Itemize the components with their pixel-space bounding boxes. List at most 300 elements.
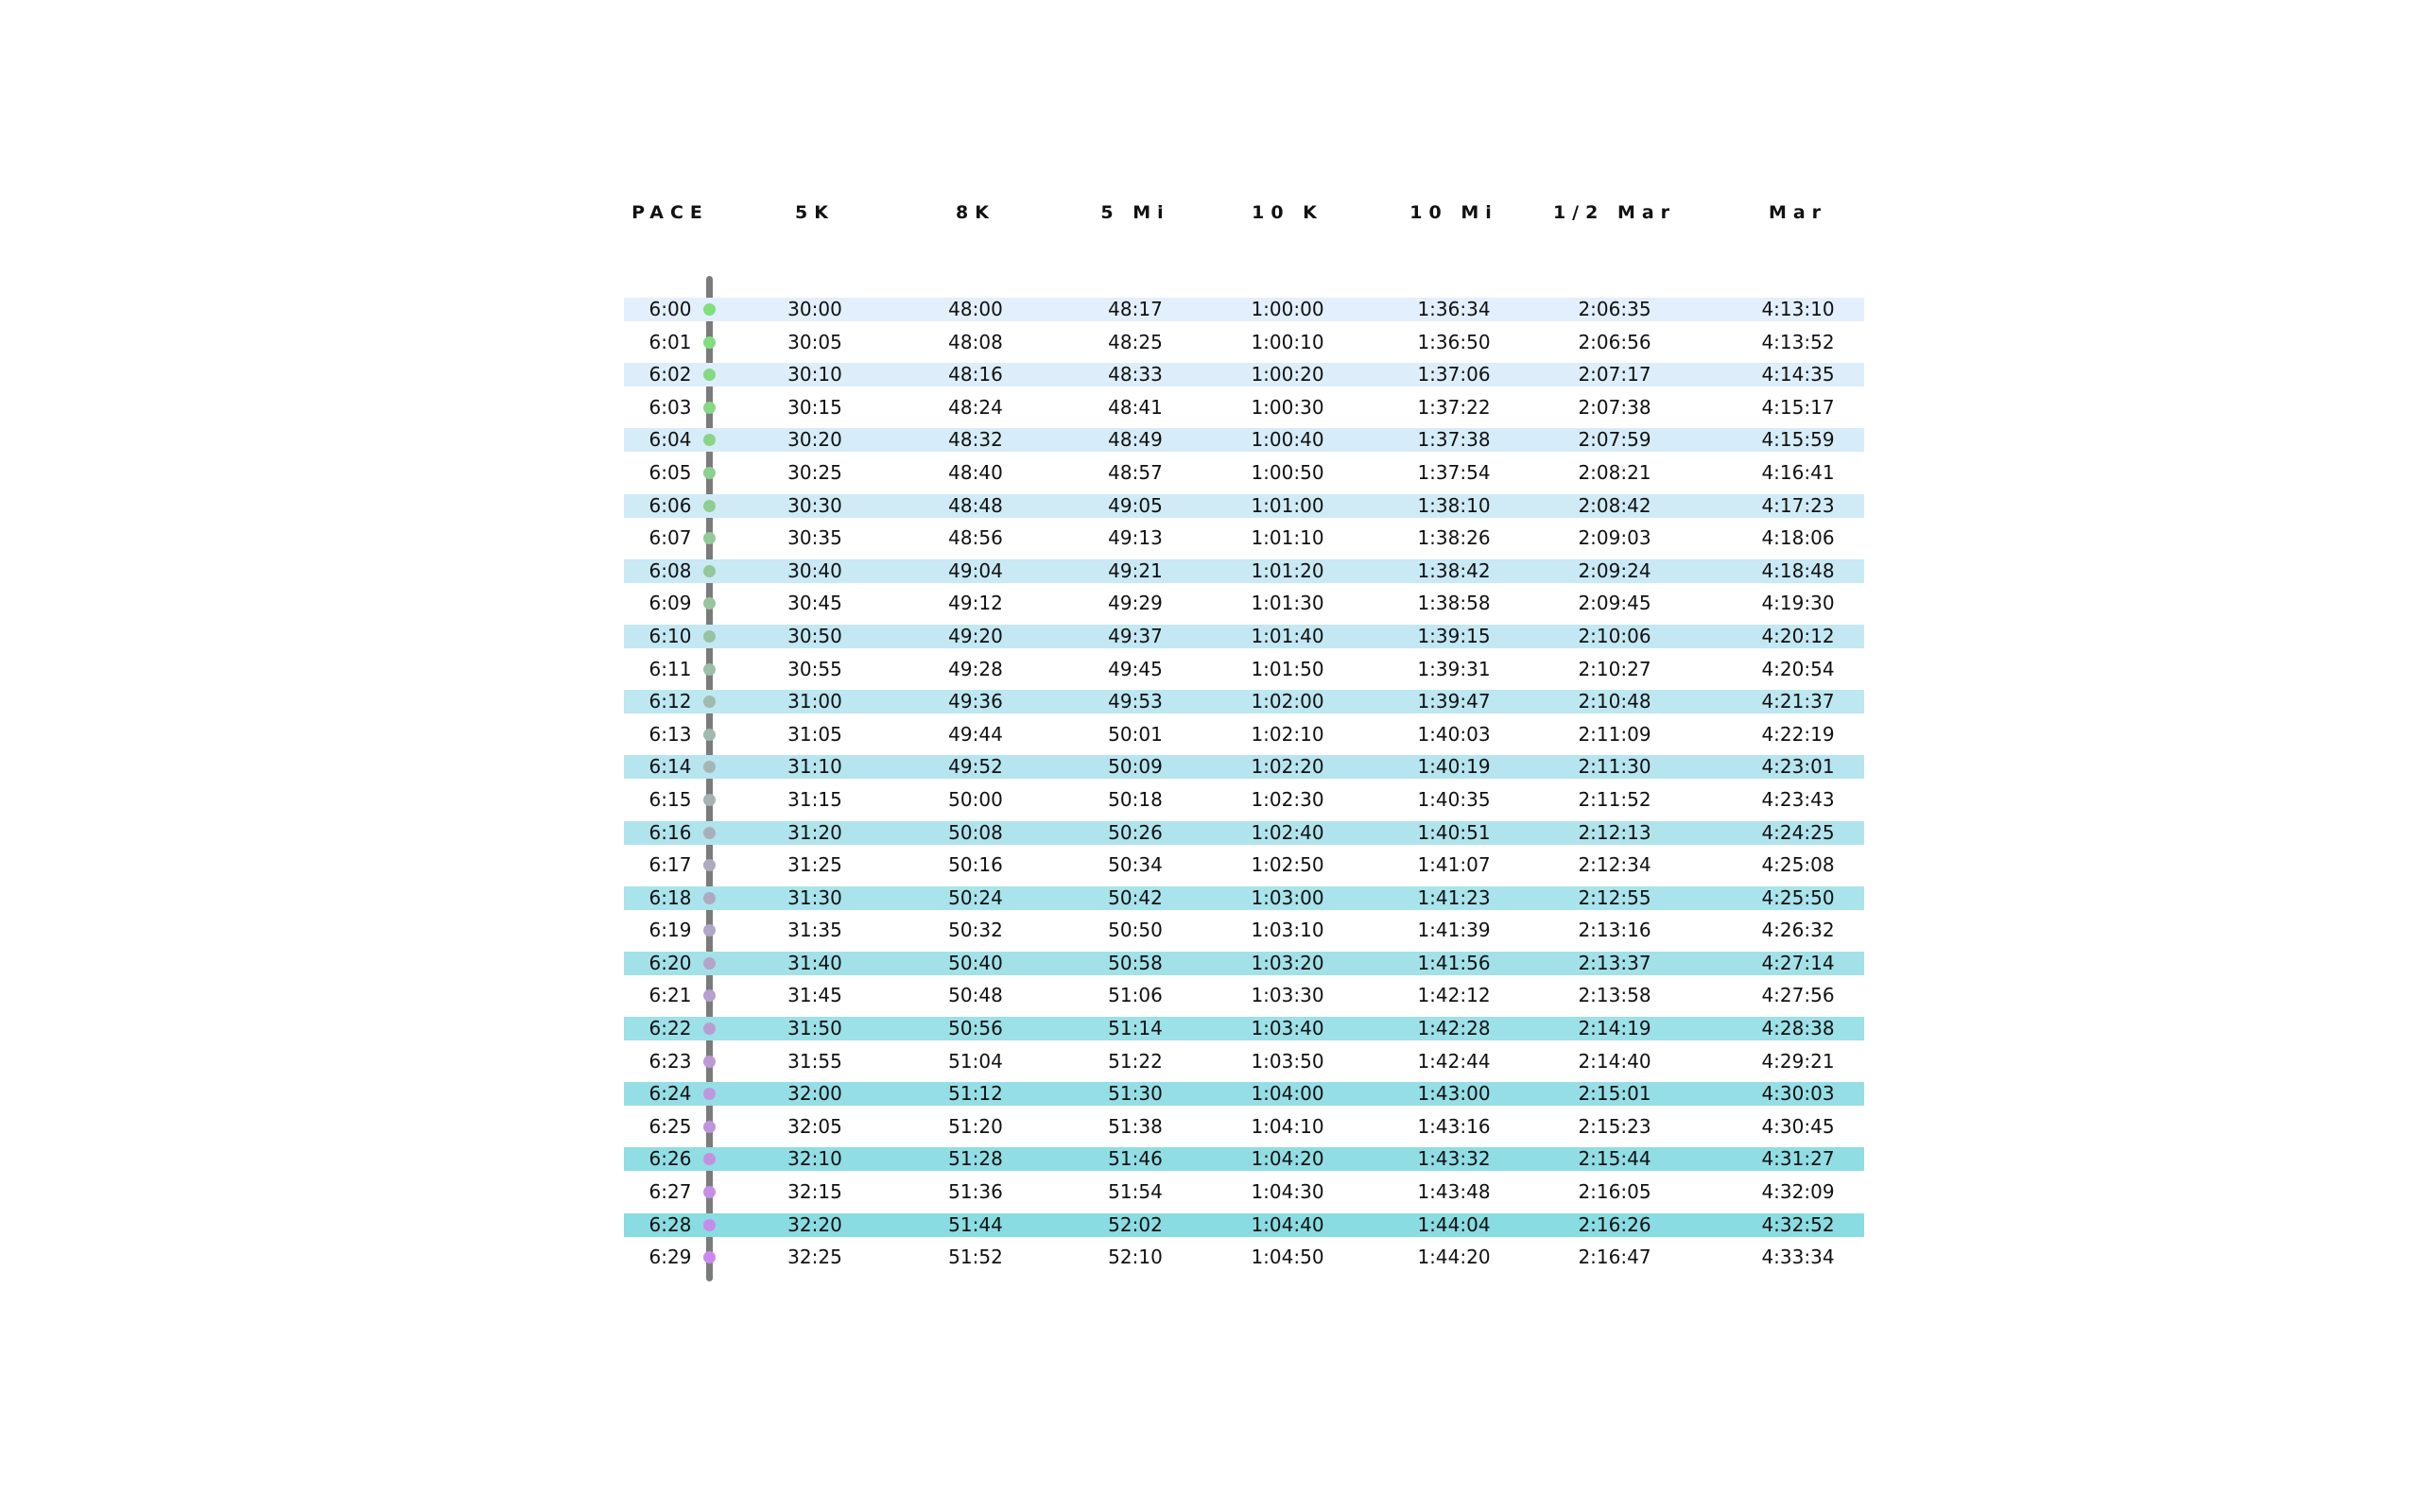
pace-cell: 6:01 xyxy=(648,330,692,353)
table-row xyxy=(624,1176,1864,1209)
time-cell: 30:45 xyxy=(787,592,842,615)
time-cell: 30:10 xyxy=(787,363,842,387)
time-cell: 1:04:00 xyxy=(1251,1082,1324,1106)
pace-cell: 6:19 xyxy=(648,919,692,942)
header-10k: 10 K xyxy=(1252,202,1323,223)
time-cell: 51:04 xyxy=(948,1049,1003,1073)
time-cell: 4:21:37 xyxy=(1761,690,1835,713)
time-cell: 2:13:37 xyxy=(1578,951,1651,974)
time-cell: 2:09:45 xyxy=(1578,592,1651,615)
time-cell: 1:43:16 xyxy=(1417,1114,1491,1138)
time-cell: 30:15 xyxy=(787,395,842,419)
time-cell: 49:36 xyxy=(948,690,1003,713)
pace-cell: 6:24 xyxy=(648,1082,692,1106)
time-cell: 31:30 xyxy=(787,885,842,909)
time-cell: 2:09:24 xyxy=(1578,558,1651,582)
time-cell: 4:13:52 xyxy=(1761,330,1835,353)
time-cell: 31:20 xyxy=(787,820,842,844)
time-cell: 32:15 xyxy=(787,1180,842,1204)
time-cell: 4:33:34 xyxy=(1761,1246,1835,1269)
time-cell: 4:29:21 xyxy=(1761,1049,1835,1073)
pace-cell: 6:13 xyxy=(648,722,692,746)
time-cell: 31:45 xyxy=(787,984,842,1007)
time-cell: 30:00 xyxy=(787,298,842,320)
timeline-dot xyxy=(703,1186,716,1198)
pace-cell: 6:27 xyxy=(648,1180,692,1204)
table-row xyxy=(624,1077,1864,1110)
time-cell: 50:00 xyxy=(948,787,1003,811)
time-cell: 50:32 xyxy=(948,919,1003,942)
table-row xyxy=(624,456,1864,490)
time-cell: 1:03:00 xyxy=(1251,885,1324,909)
time-cell: 2:15:01 xyxy=(1578,1082,1651,1106)
time-cell: 51:12 xyxy=(948,1082,1003,1106)
time-cell: 49:04 xyxy=(948,558,1003,582)
pace-cell: 6:15 xyxy=(648,787,692,811)
time-cell: 31:35 xyxy=(787,919,842,942)
time-cell: 4:18:06 xyxy=(1761,526,1835,550)
time-cell: 50:34 xyxy=(1108,853,1163,877)
table-row xyxy=(624,914,1864,947)
time-cell: 1:00:10 xyxy=(1251,330,1324,353)
time-cell: 4:32:09 xyxy=(1761,1180,1835,1204)
table-row xyxy=(624,816,1864,850)
time-cell: 2:11:09 xyxy=(1578,722,1651,746)
table-body xyxy=(624,293,1864,1274)
table-row xyxy=(624,750,1864,783)
time-cell: 32:10 xyxy=(787,1147,842,1171)
table-row xyxy=(624,391,1864,424)
time-cell: 4:13:10 xyxy=(1761,298,1835,320)
time-cell: 1:02:10 xyxy=(1251,722,1324,746)
time-cell: 49:44 xyxy=(948,722,1003,746)
time-cell: 50:24 xyxy=(948,885,1003,909)
time-cell: 49:12 xyxy=(948,592,1003,615)
time-cell: 4:23:43 xyxy=(1761,787,1835,811)
timeline-dot xyxy=(703,1056,716,1068)
table-row xyxy=(624,653,1864,686)
pace-cell: 6:28 xyxy=(648,1212,692,1236)
timeline-dot xyxy=(703,663,716,676)
time-cell: 4:31:27 xyxy=(1761,1147,1835,1171)
table-row xyxy=(624,685,1864,718)
time-cell: 1:03:50 xyxy=(1251,1049,1324,1073)
timeline-dot xyxy=(703,532,716,544)
table-row xyxy=(624,1045,1864,1078)
time-cell: 31:00 xyxy=(787,690,842,713)
time-cell: 2:07:17 xyxy=(1578,363,1651,387)
timeline-dot xyxy=(703,467,716,479)
time-cell: 4:26:32 xyxy=(1761,919,1835,942)
timeline-dot xyxy=(703,500,716,512)
time-cell: 32:25 xyxy=(787,1246,842,1269)
time-cell: 1:02:20 xyxy=(1251,755,1324,779)
time-cell: 1:04:40 xyxy=(1251,1212,1324,1236)
time-cell: 51:14 xyxy=(1108,1017,1163,1040)
time-cell: 1:42:12 xyxy=(1417,984,1491,1007)
timeline-dot xyxy=(703,597,716,610)
time-cell: 4:22:19 xyxy=(1761,722,1835,746)
time-cell: 4:28:38 xyxy=(1761,1017,1835,1040)
time-cell: 2:12:13 xyxy=(1578,820,1651,844)
time-cell: 1:04:10 xyxy=(1251,1114,1324,1138)
time-cell: 1:37:22 xyxy=(1417,395,1491,419)
time-cell: 2:08:21 xyxy=(1578,460,1651,484)
time-cell: 31:50 xyxy=(787,1017,842,1040)
time-cell: 51:54 xyxy=(1108,1180,1163,1204)
table-row xyxy=(624,358,1864,391)
time-cell: 49:28 xyxy=(948,657,1003,680)
time-cell: 2:11:52 xyxy=(1578,787,1651,811)
table-row xyxy=(624,587,1864,620)
timeline-dot xyxy=(703,1219,716,1231)
time-cell: 52:02 xyxy=(1108,1212,1163,1236)
time-cell: 1:00:50 xyxy=(1251,460,1324,484)
time-cell: 48:24 xyxy=(948,395,1003,419)
table-row xyxy=(624,783,1864,816)
time-cell: 51:20 xyxy=(948,1114,1003,1138)
time-cell: 1:44:04 xyxy=(1417,1212,1491,1236)
time-cell: 4:20:54 xyxy=(1761,657,1835,680)
time-cell: 2:13:58 xyxy=(1578,984,1651,1007)
time-cell: 31:25 xyxy=(787,853,842,877)
time-cell: 50:58 xyxy=(1108,951,1163,974)
time-cell: 1:42:28 xyxy=(1417,1017,1491,1040)
time-cell: 2:14:40 xyxy=(1578,1049,1651,1073)
time-cell: 1:41:39 xyxy=(1417,919,1491,942)
table-row xyxy=(624,326,1864,359)
time-cell: 31:10 xyxy=(787,755,842,779)
pace-cell: 6:11 xyxy=(648,657,692,680)
time-cell: 51:22 xyxy=(1108,1049,1163,1073)
time-cell: 1:38:42 xyxy=(1417,558,1491,582)
pace-cell: 6:03 xyxy=(648,395,692,419)
table-header xyxy=(624,180,1864,248)
time-cell: 1:37:54 xyxy=(1417,460,1491,484)
timeline-dot xyxy=(703,892,716,904)
timeline-dot xyxy=(703,794,716,806)
time-cell: 1:39:15 xyxy=(1417,624,1491,647)
time-cell: 4:16:41 xyxy=(1761,460,1835,484)
time-cell: 1:03:30 xyxy=(1251,984,1324,1007)
time-cell: 48:41 xyxy=(1108,395,1163,419)
time-cell: 48:40 xyxy=(948,460,1003,484)
table-row xyxy=(624,522,1864,555)
timeline-dot xyxy=(703,1121,716,1133)
time-cell: 48:16 xyxy=(948,363,1003,387)
pace-cell: 6:05 xyxy=(648,460,692,484)
timeline-dot xyxy=(703,924,716,936)
header-half-marathon: 1/2 Mar xyxy=(1552,202,1677,223)
table-row xyxy=(624,1241,1864,1274)
time-cell: 1:39:31 xyxy=(1417,657,1491,680)
time-cell: 4:19:30 xyxy=(1761,592,1835,615)
time-cell: 48:17 xyxy=(1108,298,1163,320)
timeline-dot xyxy=(703,303,716,316)
time-cell: 1:39:47 xyxy=(1417,690,1491,713)
time-cell: 4:23:01 xyxy=(1761,755,1835,779)
time-cell: 30:05 xyxy=(787,330,842,353)
time-cell: 49:37 xyxy=(1108,624,1163,647)
time-cell: 30:20 xyxy=(787,428,842,452)
table-row xyxy=(624,1143,1864,1176)
time-cell: 2:10:48 xyxy=(1578,690,1651,713)
time-cell: 32:20 xyxy=(787,1212,842,1236)
time-cell: 31:55 xyxy=(787,1049,842,1073)
time-cell: 2:10:06 xyxy=(1578,624,1651,647)
time-cell: 49:52 xyxy=(948,755,1003,779)
time-cell: 50:50 xyxy=(1108,919,1163,942)
table-row xyxy=(624,1110,1864,1143)
time-cell: 1:04:20 xyxy=(1251,1147,1324,1171)
time-cell: 51:36 xyxy=(948,1180,1003,1204)
time-cell: 2:11:30 xyxy=(1578,755,1651,779)
time-cell: 48:32 xyxy=(948,428,1003,452)
time-cell: 51:52 xyxy=(948,1246,1003,1269)
time-cell: 1:00:00 xyxy=(1251,298,1324,320)
time-cell: 2:15:44 xyxy=(1578,1147,1651,1171)
time-cell: 50:16 xyxy=(948,853,1003,877)
time-cell: 32:05 xyxy=(787,1114,842,1138)
time-cell: 2:08:42 xyxy=(1578,493,1651,517)
pace-cell: 6:21 xyxy=(648,984,692,1007)
time-cell: 1:03:10 xyxy=(1251,919,1324,942)
pace-cell: 6:23 xyxy=(648,1049,692,1073)
pace-cell: 6:07 xyxy=(648,526,692,550)
time-cell: 51:30 xyxy=(1108,1082,1163,1106)
time-cell: 51:46 xyxy=(1108,1147,1163,1171)
header-pace: PACE xyxy=(631,202,709,223)
time-cell: 1:43:00 xyxy=(1417,1082,1491,1106)
time-cell: 4:25:08 xyxy=(1761,853,1835,877)
time-cell: 48:56 xyxy=(948,526,1003,550)
time-cell: 48:49 xyxy=(1108,428,1163,452)
time-cell: 2:06:56 xyxy=(1578,330,1651,353)
time-cell: 2:16:47 xyxy=(1578,1246,1651,1269)
time-cell: 2:16:26 xyxy=(1578,1212,1651,1236)
time-cell: 51:06 xyxy=(1108,984,1163,1007)
time-cell: 1:40:03 xyxy=(1417,722,1491,746)
time-cell: 2:16:05 xyxy=(1578,1180,1651,1204)
pace-cell: 6:09 xyxy=(648,592,692,615)
pace-cell: 6:25 xyxy=(648,1114,692,1138)
pace-cell: 6:18 xyxy=(648,885,692,909)
time-cell: 1:03:20 xyxy=(1251,951,1324,974)
time-cell: 30:40 xyxy=(787,558,842,582)
time-cell: 51:38 xyxy=(1108,1114,1163,1138)
time-cell: 50:26 xyxy=(1108,820,1163,844)
time-cell: 49:53 xyxy=(1108,690,1163,713)
time-cell: 1:02:30 xyxy=(1251,787,1324,811)
time-cell: 31:05 xyxy=(787,722,842,746)
table-row xyxy=(624,555,1864,588)
time-cell: 52:10 xyxy=(1108,1246,1163,1269)
time-cell: 2:12:55 xyxy=(1578,885,1651,909)
time-cell: 49:13 xyxy=(1108,526,1163,550)
pace-cell: 6:00 xyxy=(648,298,692,320)
time-cell: 1:41:56 xyxy=(1417,951,1491,974)
pace-table xyxy=(624,180,1864,1269)
time-cell: 49:29 xyxy=(1108,592,1163,615)
timeline-dot xyxy=(703,336,716,349)
time-cell: 1:01:00 xyxy=(1251,493,1324,517)
time-cell: 2:07:59 xyxy=(1578,428,1651,452)
time-cell: 4:32:52 xyxy=(1761,1212,1835,1236)
time-cell: 1:38:10 xyxy=(1417,493,1491,517)
time-cell: 50:42 xyxy=(1108,885,1163,909)
time-cell: 2:07:38 xyxy=(1578,395,1651,419)
table-row xyxy=(624,490,1864,523)
table-row xyxy=(624,620,1864,653)
timeline-dot xyxy=(703,630,716,643)
time-cell: 48:25 xyxy=(1108,330,1163,353)
time-cell: 4:30:45 xyxy=(1761,1114,1835,1138)
time-cell: 1:04:30 xyxy=(1251,1180,1324,1204)
time-cell: 32:00 xyxy=(787,1082,842,1106)
time-cell: 1:41:23 xyxy=(1417,885,1491,909)
time-cell: 1:00:20 xyxy=(1251,363,1324,387)
time-cell: 49:21 xyxy=(1108,558,1163,582)
time-cell: 1:44:20 xyxy=(1417,1246,1491,1269)
time-cell: 1:38:58 xyxy=(1417,592,1491,615)
timeline-dot xyxy=(703,1251,716,1263)
header-10mi: 10 Mi xyxy=(1409,202,1498,223)
time-cell: 30:25 xyxy=(787,460,842,484)
time-cell: 48:08 xyxy=(948,330,1003,353)
time-cell: 51:44 xyxy=(948,1212,1003,1236)
time-cell: 4:25:50 xyxy=(1761,885,1835,909)
time-cell: 1:38:26 xyxy=(1417,526,1491,550)
time-cell: 48:48 xyxy=(948,493,1003,517)
time-cell: 1:02:00 xyxy=(1251,690,1324,713)
timeline-dot xyxy=(703,859,716,871)
time-cell: 30:30 xyxy=(787,493,842,517)
time-cell: 2:10:27 xyxy=(1578,657,1651,680)
header-5k: 5K xyxy=(795,202,835,223)
time-cell: 50:09 xyxy=(1108,755,1163,779)
time-cell: 1:01:30 xyxy=(1251,592,1324,615)
timeline-dot xyxy=(703,1022,716,1035)
time-cell: 1:41:07 xyxy=(1417,853,1491,877)
time-cell: 4:17:23 xyxy=(1761,493,1835,517)
table-row xyxy=(624,882,1864,915)
pace-cell: 6:12 xyxy=(648,690,692,713)
table-row xyxy=(624,979,1864,1012)
time-cell: 1:40:35 xyxy=(1417,787,1491,811)
pace-cell: 6:29 xyxy=(648,1246,692,1269)
time-cell: 4:18:48 xyxy=(1761,558,1835,582)
time-cell: 30:55 xyxy=(787,657,842,680)
time-cell: 4:30:03 xyxy=(1761,1082,1835,1106)
table-row xyxy=(624,1012,1864,1045)
time-cell: 1:40:19 xyxy=(1417,755,1491,779)
timeline-dot xyxy=(703,402,716,414)
pace-cell: 6:02 xyxy=(648,363,692,387)
table-row xyxy=(624,718,1864,751)
header-8k: 8K xyxy=(956,202,995,223)
time-cell: 1:03:40 xyxy=(1251,1017,1324,1040)
pace-cell: 6:14 xyxy=(648,755,692,779)
pace-cell: 6:20 xyxy=(648,951,692,974)
pace-cell: 6:08 xyxy=(648,558,692,582)
header-5mi: 5 Mi xyxy=(1100,202,1170,223)
time-cell: 1:37:06 xyxy=(1417,363,1491,387)
time-cell: 4:27:14 xyxy=(1761,951,1835,974)
time-cell: 1:01:40 xyxy=(1251,624,1324,647)
time-cell: 1:43:48 xyxy=(1417,1180,1491,1204)
pace-cell: 6:22 xyxy=(648,1017,692,1040)
header-marathon: Mar xyxy=(1768,202,1828,223)
time-cell: 30:50 xyxy=(787,624,842,647)
time-cell: 1:00:40 xyxy=(1251,428,1324,452)
timeline-dot xyxy=(703,729,716,741)
time-cell: 2:14:19 xyxy=(1578,1017,1651,1040)
time-cell: 4:15:59 xyxy=(1761,428,1835,452)
time-cell: 50:08 xyxy=(948,820,1003,844)
table-row xyxy=(624,1209,1864,1242)
pace-cell: 6:26 xyxy=(648,1147,692,1171)
time-cell: 49:45 xyxy=(1108,657,1163,680)
time-cell: 1:01:50 xyxy=(1251,657,1324,680)
time-cell: 50:40 xyxy=(948,951,1003,974)
time-cell: 50:56 xyxy=(948,1017,1003,1040)
table-row xyxy=(624,849,1864,882)
time-cell: 2:15:23 xyxy=(1578,1114,1651,1138)
pace-cell: 6:16 xyxy=(648,820,692,844)
timeline-dot xyxy=(703,827,716,839)
time-cell: 48:00 xyxy=(948,298,1003,320)
timeline-dot xyxy=(703,989,716,1002)
timeline-dot xyxy=(703,957,716,970)
time-cell: 1:02:40 xyxy=(1251,820,1324,844)
time-cell: 1:43:32 xyxy=(1417,1147,1491,1171)
table-row xyxy=(624,423,1864,456)
time-cell: 1:01:10 xyxy=(1251,526,1324,550)
time-cell: 4:20:12 xyxy=(1761,624,1835,647)
time-cell: 51:28 xyxy=(948,1147,1003,1171)
time-cell: 30:35 xyxy=(787,526,842,550)
time-cell: 50:18 xyxy=(1108,787,1163,811)
time-cell: 2:12:34 xyxy=(1578,853,1651,877)
time-cell: 1:01:20 xyxy=(1251,558,1324,582)
time-cell: 4:24:25 xyxy=(1761,820,1835,844)
time-cell: 1:04:50 xyxy=(1251,1246,1324,1269)
time-cell: 1:42:44 xyxy=(1417,1049,1491,1073)
time-cell: 4:15:17 xyxy=(1761,395,1835,419)
timeline-dot xyxy=(703,565,716,577)
time-cell: 4:14:35 xyxy=(1761,363,1835,387)
time-cell: 1:36:34 xyxy=(1417,298,1491,320)
time-cell: 1:36:50 xyxy=(1417,330,1491,353)
time-cell: 31:40 xyxy=(787,951,842,974)
time-cell: 50:48 xyxy=(948,984,1003,1007)
time-cell: 1:00:30 xyxy=(1251,395,1324,419)
time-cell: 4:27:56 xyxy=(1761,984,1835,1007)
table-row xyxy=(624,293,1864,326)
time-cell: 2:09:03 xyxy=(1578,526,1651,550)
time-cell: 2:13:16 xyxy=(1578,919,1651,942)
time-cell: 49:05 xyxy=(1108,493,1163,517)
time-cell: 48:33 xyxy=(1108,363,1163,387)
time-cell: 50:01 xyxy=(1108,722,1163,746)
pace-cell: 6:06 xyxy=(648,493,692,517)
pace-cell: 6:04 xyxy=(648,428,692,452)
time-cell: 1:40:51 xyxy=(1417,820,1491,844)
time-cell: 48:57 xyxy=(1108,460,1163,484)
time-cell: 31:15 xyxy=(787,787,842,811)
table-row xyxy=(624,947,1864,980)
pace-cell: 6:17 xyxy=(648,853,692,877)
